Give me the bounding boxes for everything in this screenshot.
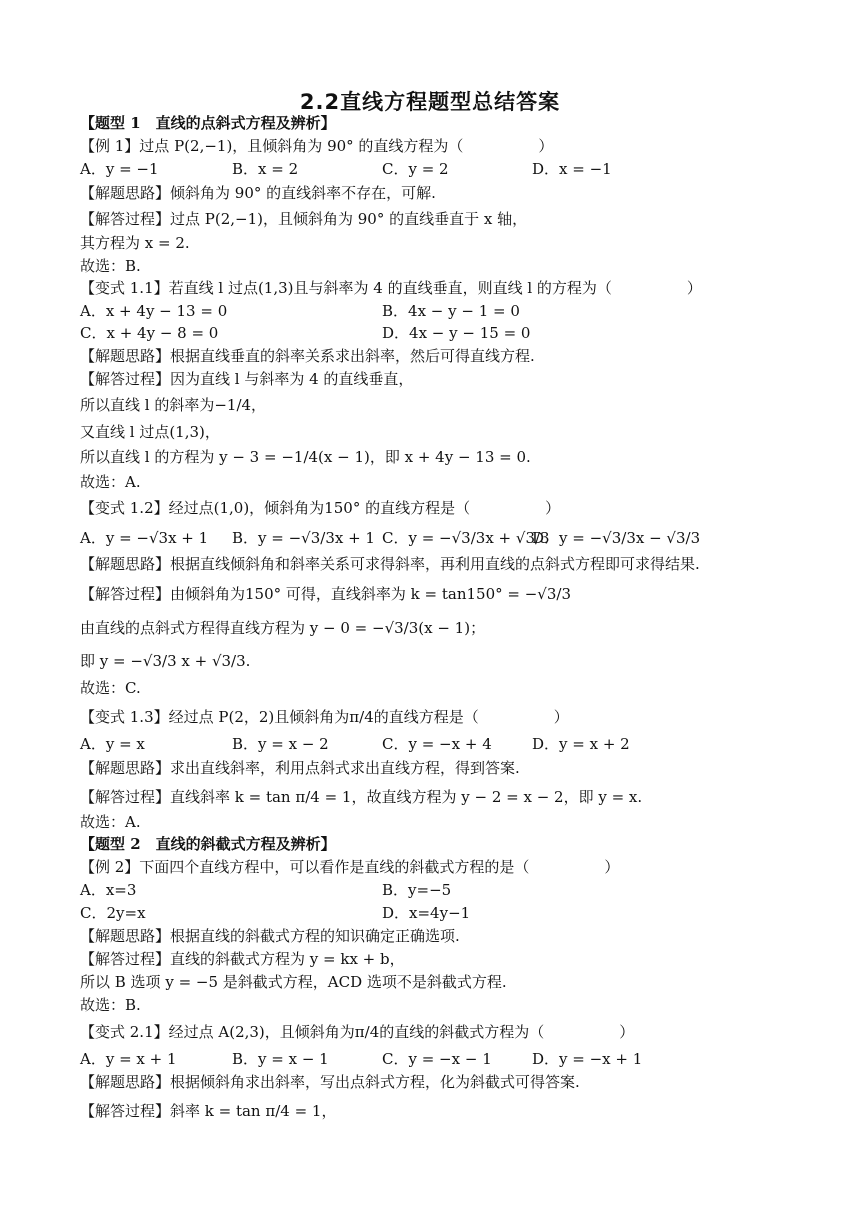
solution-process: 【解答过程】直线的斜截式方程为 y = kx + b， bbox=[80, 950, 405, 968]
variant-2-1-question: 【变式 2.1】经过点 A(2,3)，且倾斜角为π/4的直线的斜截式方程为（ ） bbox=[80, 1023, 635, 1041]
option-c: C．y = −x − 1 bbox=[382, 1050, 492, 1068]
solution-text: 又直线 l 过点(1,3)， bbox=[80, 423, 220, 441]
option-a: A．y = −1 bbox=[80, 160, 159, 178]
option-d: D．x=4y−1 bbox=[382, 904, 471, 922]
section-heading-2: 【题型 2 直线的斜截式方程及辨析】 bbox=[80, 835, 336, 853]
solution-text: 所以直线 l 的方程为 y − 3 = −1/4(x − 1)，即 x + 4y − 13 = 0. bbox=[80, 448, 531, 466]
solution-idea: 【解题思路】倾斜角为 90° 的直线斜率不存在，可解. bbox=[80, 184, 436, 202]
answer: 故选：A. bbox=[80, 473, 141, 491]
option-c: C．y = −√3/3x + √3/3 bbox=[382, 529, 550, 547]
option-d: D．y = x + 2 bbox=[532, 735, 630, 753]
variant-1-3-question: 【变式 1.3】经过点 P(2，2)且倾斜角为π/4的直线方程是（ ） bbox=[80, 708, 569, 726]
option-b: B．x = 2 bbox=[232, 160, 299, 178]
answer: 故选：B. bbox=[80, 257, 141, 275]
option-d: D．y = −x + 1 bbox=[532, 1050, 643, 1068]
solution-idea: 【解题思路】根据直线垂直的斜率关系求出斜率，然后可得直线方程. bbox=[80, 347, 535, 365]
solution-idea: 【解题思路】求出直线斜率，利用点斜式求出直线方程，得到答案. bbox=[80, 759, 520, 777]
solution-idea: 【解题思路】根据直线倾斜角和斜率关系可求得斜率，再利用直线的点斜式方程即可求得结果. bbox=[80, 555, 700, 573]
solution-text: 由直线的点斜式方程得直线方程为 y − 0 = −√3/3(x − 1)； bbox=[80, 619, 486, 637]
solution-process: 【解答过程】过点 P(2,−1)，且倾斜角为 90° 的直线垂直于 x 轴， bbox=[80, 210, 528, 228]
solution-text: 所以直线 l 的斜率为−1/4， bbox=[80, 396, 267, 414]
solution-process: 【解答过程】斜率 k = tan π/4 = 1， bbox=[80, 1102, 337, 1120]
option-c: C．x + 4y − 8 = 0 bbox=[80, 324, 219, 342]
example-2-question: 【例 2】下面四个直线方程中，可以看作是直线的斜截式方程的是（ ） bbox=[80, 858, 620, 876]
solution-idea: 【解题思路】根据倾斜角求出斜率，写出点斜式方程，化为斜截式可得答案. bbox=[80, 1073, 580, 1091]
option-c: C．2y=x bbox=[80, 904, 146, 922]
example-1-question: 【例 1】过点 P(2,−1)，且倾斜角为 90° 的直线方程为（ ） bbox=[80, 137, 554, 155]
option-a: A．x + 4y − 13 = 0 bbox=[80, 302, 228, 320]
solution-text: 所以 B 选项 y = −5 是斜截式方程，ACD 选项不是斜截式方程. bbox=[80, 973, 507, 991]
option-b: B．y = x − 1 bbox=[232, 1050, 329, 1068]
solution-idea: 【解题思路】根据直线的斜截式方程的知识确定正确选项. bbox=[80, 927, 460, 945]
answer: 故选：B. bbox=[80, 996, 141, 1014]
option-b: B．y = x − 2 bbox=[232, 735, 329, 753]
section-heading-1: 【题型 1 直线的点斜式方程及辨析】 bbox=[80, 114, 336, 132]
solution-process: 【解答过程】由倾斜角为150° 可得，直线斜率为 k = tan150° = −√3/3 bbox=[80, 585, 571, 603]
answer: 故选：A. bbox=[80, 813, 141, 831]
variant-1-2-question: 【变式 1.2】经过点(1,0)，倾斜角为150° 的直线方程是（ ） bbox=[80, 499, 561, 517]
option-b: B．y=−5 bbox=[382, 881, 452, 899]
option-a: A．y = x + 1 bbox=[80, 1050, 177, 1068]
option-b: B．4x − y − 1 = 0 bbox=[382, 302, 520, 320]
solution-text: 其方程为 x = 2. bbox=[80, 234, 190, 252]
solution-process: 【解答过程】因为直线 l 与斜率为 4 的直线垂直， bbox=[80, 370, 414, 388]
option-d: D．4x − y − 15 = 0 bbox=[382, 324, 531, 342]
variant-1-1-question: 【变式 1.1】若直线 l 过点(1,3)且与斜率为 4 的直线垂直，则直线 l 的方程为（ ） bbox=[80, 279, 702, 297]
option-a: A．y = −√3x + 1 bbox=[80, 529, 209, 547]
solution-process: 【解答过程】直线斜率 k = tan π/4 = 1，故直线方程为 y − 2 = x − 2，即 y = x. bbox=[80, 788, 643, 806]
option-d: D．y = −√3/3x − √3/3 bbox=[532, 529, 701, 547]
option-c: C．y = −x + 4 bbox=[382, 735, 492, 753]
solution-text: 即 y = −√3/3 x + √3/3. bbox=[80, 652, 251, 670]
answer: 故选：C. bbox=[80, 679, 141, 697]
option-a: A．y = x bbox=[80, 735, 145, 753]
option-a: A．x=3 bbox=[80, 881, 137, 899]
option-b: B．y = −√3/3x + 1 bbox=[232, 529, 375, 547]
option-d: D．x = −1 bbox=[532, 160, 612, 178]
option-c: C．y = 2 bbox=[382, 160, 449, 178]
page-title: 2.2直线方程题型总结答案 bbox=[299, 90, 561, 114]
